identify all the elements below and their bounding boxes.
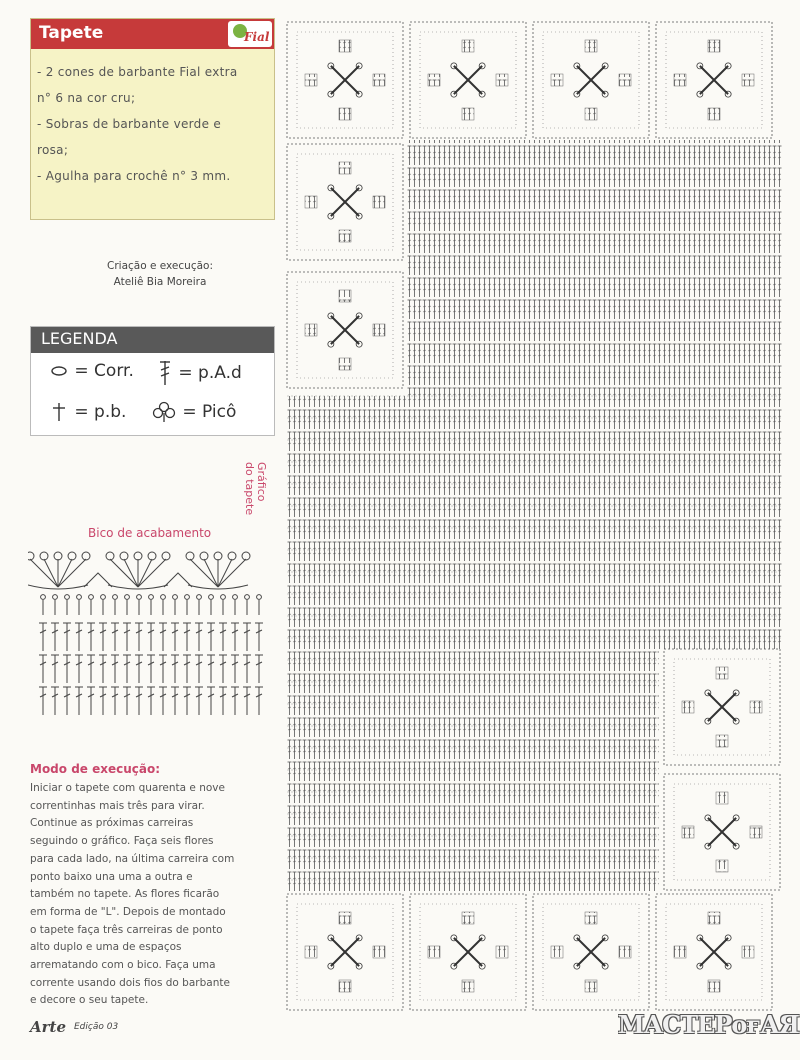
edge-flower-picot [82, 552, 90, 560]
edge-chain [101, 595, 106, 600]
edge-flower-stem [138, 559, 166, 587]
motif-cluster [462, 980, 474, 992]
motif-cluster [339, 108, 351, 120]
edition-label: Edição 03 [74, 1022, 119, 1032]
motif-cluster [742, 946, 754, 958]
edge-arch [164, 573, 192, 587]
legend-item-chain [49, 361, 134, 381]
chart-label [240, 462, 280, 532]
edge-chain [161, 595, 166, 600]
motif-cluster [373, 196, 385, 208]
motif-cluster [716, 792, 728, 804]
motif-cluster [585, 980, 597, 992]
edge-flower-picot [106, 552, 114, 560]
materials-box [30, 18, 275, 220]
method-line: o tapete faça três carreiras de ponto [30, 923, 223, 936]
materials-line: - Sobras de barbante verde e [37, 117, 222, 131]
edge-flower-picot [228, 552, 236, 560]
method-line: ponto baixo una uma a outra e [30, 870, 193, 883]
edge-flower-picot [28, 552, 34, 560]
flower-motif [287, 272, 403, 388]
edge-flower-stem [204, 559, 218, 587]
motif-cluster [742, 74, 754, 86]
credits [60, 258, 260, 290]
motif-cluster [339, 40, 351, 52]
chart-label-line2: do tapete [243, 462, 256, 516]
motif-cluster [428, 946, 440, 958]
motif-cluster [428, 74, 440, 86]
edge-flower-stem [218, 559, 232, 587]
stitch-region [287, 651, 659, 891]
method-line: arrematando com o bico. Faça uma [30, 959, 216, 972]
edge-chain [65, 595, 70, 600]
edge-flower-stem [44, 559, 58, 587]
edge-flower-picot [148, 552, 156, 560]
edge-flower-picot [242, 552, 250, 560]
edge-stitch-rows [39, 595, 263, 715]
legend-item-picot [151, 401, 236, 423]
materials-line: rosa; [37, 143, 69, 157]
magazine-logo: Arte [30, 1018, 67, 1036]
edge-arch [84, 573, 112, 587]
legend-item-double-treble [157, 359, 242, 387]
motif-cluster [674, 946, 686, 958]
edge-chain [257, 595, 262, 600]
edge-flower-stem [218, 559, 246, 587]
flower-motif [664, 774, 780, 890]
edge-chart [28, 545, 278, 720]
materials-line: n° 6 na cor cru; [37, 91, 136, 105]
flower-motif [656, 894, 772, 1010]
legend-label: = p.A.d [178, 363, 242, 383]
legend-label: = Corr. [74, 361, 134, 381]
motif-cluster [551, 74, 563, 86]
edge-chain [137, 595, 142, 600]
motif-cluster [708, 40, 720, 52]
method-line: alto duplo e uma de espaços [30, 941, 182, 954]
edge-flower-stem [110, 559, 138, 587]
edge-chain [245, 595, 250, 600]
motif-cluster [708, 912, 720, 924]
picot-icon [151, 401, 177, 423]
edge-chain [185, 595, 190, 600]
edge-chain [173, 595, 178, 600]
motif-cluster [682, 826, 694, 838]
motif-cluster [373, 946, 385, 958]
motif-cluster [305, 74, 317, 86]
edge-flower-stem [58, 559, 72, 587]
edge-flower-stem [58, 559, 86, 587]
method-body [30, 780, 276, 1010]
legend-box [30, 326, 275, 436]
flower-motif [664, 649, 780, 765]
method-line: corrente usando dois fios do barbante [30, 976, 230, 989]
motif-cluster [462, 40, 474, 52]
legend-label: = p.b. [74, 402, 127, 422]
legend-title: LEGENDA [41, 329, 118, 348]
motif-cluster [462, 912, 474, 924]
motif-cluster [750, 826, 762, 838]
method-line: Continue as próximas carreiras [30, 817, 194, 830]
materials-line: - 2 cones de barbante Fial extra [37, 65, 238, 79]
edge-flower-stem [138, 559, 152, 587]
motif-cluster [716, 735, 728, 747]
edge-chain [197, 595, 202, 600]
edge-flower-picot [200, 552, 208, 560]
motif-cluster [496, 74, 508, 86]
materials-line: - Agulha para crochê n° 3 mm. [37, 169, 231, 183]
edge-flower-picot [134, 552, 142, 560]
edge-chain [53, 595, 58, 600]
chart-label-line1: Gráfico [255, 462, 268, 502]
motif-cluster [708, 980, 720, 992]
motif-cluster [373, 74, 385, 86]
brand-logo [228, 21, 272, 47]
method-line: em forma de "L". Depois de montado [30, 905, 226, 918]
motif-cluster [708, 108, 720, 120]
motif-cluster [551, 946, 563, 958]
edge-flower-picot [214, 552, 222, 560]
method-line: Iniciar o tapete com quarenta e nove [30, 782, 225, 794]
flower-motif [533, 894, 649, 1010]
double-treble-icon [157, 359, 173, 387]
chain-stitch-icon [49, 364, 69, 378]
edge-chain [77, 595, 82, 600]
edge-chain [209, 595, 214, 600]
credits-label: Criação e execução: [107, 260, 213, 272]
flower-motif [287, 22, 403, 138]
edge-chain [89, 595, 94, 600]
edge-flower-picot [40, 552, 48, 560]
flower-motif [287, 894, 403, 1010]
motif-cluster [373, 324, 385, 336]
edge-chain [221, 595, 226, 600]
materials-header [31, 19, 274, 49]
motif-cluster [619, 74, 631, 86]
method-line: e decore o seu tapete. [30, 994, 149, 1007]
legend-label: = Picô [182, 402, 237, 422]
crochet-chart [282, 12, 787, 1012]
motif-cluster [682, 701, 694, 713]
edge-chain [41, 595, 46, 600]
edge-chain [233, 595, 238, 600]
motif-cluster [339, 980, 351, 992]
flower-motif [410, 22, 526, 138]
edge-flower-stem [190, 559, 218, 587]
method-line: também no tapete. As flores ficarão [30, 888, 220, 901]
edge-flower-picot [68, 552, 76, 560]
stitch-region [287, 396, 782, 651]
edge-flower-stem [124, 559, 138, 587]
motif-cluster [716, 667, 728, 679]
flower-motif [287, 144, 403, 260]
edge-flower-stem [30, 559, 58, 587]
motif-cluster [585, 108, 597, 120]
edge-flower-picot [120, 552, 128, 560]
edge-chain [149, 595, 154, 600]
motif-cluster [585, 912, 597, 924]
edge-flowers [28, 552, 250, 589]
single-crochet-icon [49, 401, 69, 423]
motif-cluster [619, 946, 631, 958]
materials-list [37, 59, 273, 189]
motif-cluster [496, 946, 508, 958]
edge-flower-picot [162, 552, 170, 560]
edge-flower-picot [54, 552, 62, 560]
method-title: Modo de execução: [30, 762, 161, 776]
motif-cluster [305, 946, 317, 958]
edge-flower-picot [186, 552, 194, 560]
motif-cluster [716, 860, 728, 872]
motif-cluster [462, 108, 474, 120]
edge-chain [113, 595, 118, 600]
motif-cluster [305, 324, 317, 336]
motif-cluster [585, 40, 597, 52]
flower-motif [410, 894, 526, 1010]
motif-cluster [339, 290, 351, 302]
motif-cluster [305, 196, 317, 208]
stitch-region [407, 140, 782, 396]
method-line: seguindo o gráfico. Faça seis flores [30, 835, 214, 848]
motif-cluster [339, 358, 351, 370]
legend-header [31, 327, 274, 353]
method-line: para cada lado, na última carreira com [30, 852, 235, 865]
materials-title: Tapete [39, 23, 104, 43]
motif-cluster [339, 912, 351, 924]
motif-cluster [750, 701, 762, 713]
brand-name: Fial [244, 30, 270, 44]
credits-author: Ateliê Bia Moreira [113, 276, 207, 288]
flower-motif [656, 22, 772, 138]
edge-chain [125, 595, 130, 600]
edge-chart-title: Bico de acabamento [88, 526, 212, 540]
flower-motif [533, 22, 649, 138]
motif-cluster [674, 74, 686, 86]
motif-cluster [339, 230, 351, 242]
method-line: correntinhas mais três para virar. [30, 799, 205, 812]
watermark: МАСТЕРоғАЯ [618, 1010, 799, 1039]
motif-cluster [339, 162, 351, 174]
legend-item-single-crochet [49, 401, 126, 423]
